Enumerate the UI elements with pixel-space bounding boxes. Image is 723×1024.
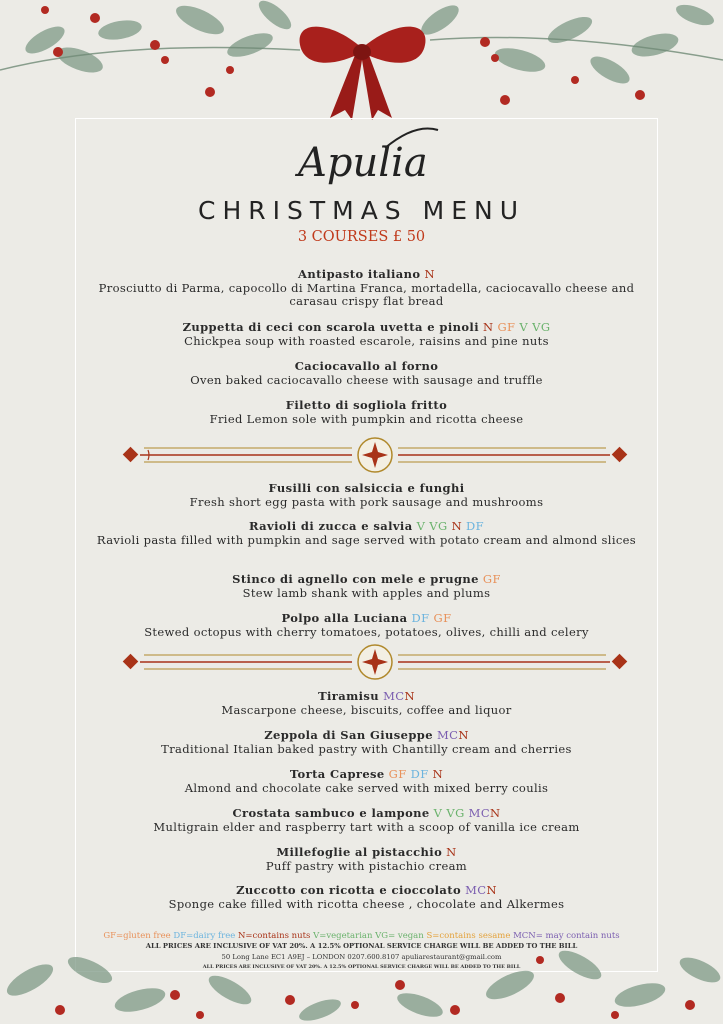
- dish-name: [95, 612, 638, 626]
- dietary-tag: V: [416, 519, 426, 533]
- dish-name-text: Millefoglie al pistacchio: [276, 845, 443, 859]
- dietary-tag: MC: [436, 728, 459, 742]
- dietary-tag: N: [432, 767, 444, 781]
- dietary-tag: VG: [532, 320, 551, 334]
- dish-name-text: Zuppetta di ceci con scarola uvetta e pinoli: [182, 320, 479, 334]
- dish-name-text: Fusilli con salsiccia e funghi: [268, 481, 465, 495]
- dish-description: Chickpea soup with roasted escarole, raisins and pine nuts: [184, 333, 549, 348]
- dish-name-text: Caciocavallo al forno: [294, 359, 439, 373]
- menu-subtitle: 3 COURSES £ 50: [297, 229, 426, 245]
- dish-description: Stewed octopus with cherry tomatoes, potatoes, olives, chilli and celery: [144, 624, 589, 639]
- dish-description: Oven baked caciocavallo cheese with sausage and truffle: [190, 372, 543, 387]
- dish-name: [95, 268, 638, 282]
- dish-description: Traditional Italian baked pastry with Chantilly cream and cherries: [161, 741, 572, 756]
- menu-title: CHRISTMAS MENU: [198, 196, 525, 225]
- legend-entry: GF=gluten free: [103, 931, 171, 941]
- dietary-tag: GF: [433, 611, 452, 625]
- dietary-tag: V: [433, 806, 443, 820]
- menu-item: [95, 612, 638, 639]
- dietary-tag: DF: [411, 611, 430, 625]
- dish-name-text: Stinco di agnello con mele e prugne: [232, 572, 479, 586]
- dish-description: Stew lamb shank with apples and plums: [242, 585, 491, 600]
- svg-text:Apulia: Apulia: [298, 140, 428, 186]
- menu-item: [95, 768, 638, 795]
- dish-description: Fresh short egg pasta with pork sausage and mushrooms: [189, 494, 544, 509]
- apulia-logo: [290, 118, 440, 196]
- menu-item: [95, 520, 638, 547]
- bottom-foliage-decoration: [0, 940, 723, 1024]
- dish-name: [95, 482, 638, 496]
- dietary-tag: N: [451, 519, 463, 533]
- dietary-tag: N: [482, 320, 494, 334]
- vat-notice: ALL PRICES ARE INCLUSIVE OF VAT 20%. A 12.5% OPTIONAL SERVICE CHARGE WILL BE ADDED TO THE BILL: [145, 942, 578, 950]
- section-divider: [120, 436, 630, 474]
- dietary-tag: GF: [497, 320, 516, 334]
- vat-notice-small: ALL PRICES ARE INCLUSIVE OF VAT 20%. A 12.5% OPTIONAL SERVICE CHARGE WILL BE ADDED TO THE BILL: [202, 964, 521, 970]
- menu-item: [95, 807, 638, 834]
- dietary-tag: N: [486, 883, 497, 897]
- dish-name: [95, 884, 638, 898]
- legend-entry: VG= vegan: [375, 931, 424, 941]
- dish-name-text: Filetto di sogliola fritto: [285, 398, 448, 412]
- dietary-tag: N: [490, 806, 501, 820]
- dietary-tag: MC: [383, 689, 405, 703]
- menu-item: [95, 360, 638, 387]
- legend-entry: S=contains sesame: [426, 931, 511, 941]
- dietary-tag: MC: [468, 806, 491, 820]
- dietary-tag: DF: [410, 767, 429, 781]
- dish-description: Prosciutto di Parma, capocollo di Martina Franca, mortadella, caciocavallo cheese and carasau crispy flat bread: [98, 280, 635, 308]
- dietary-tag: GF: [482, 572, 501, 586]
- dish-name-text: Crostata sambuco e lampone: [232, 806, 430, 820]
- legend-entry: V=vegetarian: [313, 931, 373, 941]
- dietary-tag: DF: [466, 519, 485, 533]
- dish-description: Fried Lemon sole with pumpkin and ricotta cheese: [209, 411, 524, 426]
- dish-name-text: Antipasto italiano: [298, 267, 421, 281]
- dish-name: [95, 846, 638, 860]
- dish-name-text: Zeppola di San Giuseppe: [264, 728, 433, 742]
- dish-name-text: Zuccotto con ricotta e cioccolato: [236, 883, 462, 897]
- dietary-tag: N: [446, 845, 457, 859]
- dish-description: Multigrain elder and raspberry tart with a scoop of vanilla ice cream: [153, 819, 580, 834]
- dietary-tag: MC: [465, 883, 487, 897]
- dish-description: Almond and chocolate cake served with mixed berry coulis: [184, 780, 549, 795]
- address-line: 50 Long Lane EC1 A9EJ – LONDON 0207.600.8107 apuliarestaurant@gmail.com: [221, 953, 502, 961]
- dish-name: [95, 690, 638, 704]
- dish-description: Mascarpone cheese, biscuits, coffee and liquor: [221, 702, 512, 717]
- dish-name-text: Tiramisu: [318, 689, 380, 703]
- dish-description: Puff pastry with pistachio cream: [265, 858, 468, 873]
- dish-description: Ravioli pasta filled with pumpkin and sage served with potato cream and almond slices: [96, 532, 637, 547]
- dietary-tag: VG: [429, 519, 448, 533]
- menu-item: [95, 729, 638, 756]
- dish-name: [95, 573, 638, 587]
- section-divider: [120, 643, 630, 681]
- dish-name-text: Ravioli di zucca e salvia: [248, 519, 413, 533]
- dish-name: [95, 729, 638, 743]
- dish-name: [95, 360, 638, 374]
- dietary-tag: V: [519, 320, 529, 334]
- dietary-tag: GF: [388, 767, 407, 781]
- legend-entry: N=contains nuts: [237, 931, 311, 941]
- dietary-tag: N: [458, 728, 469, 742]
- dish-name-text: Polpo alla Luciana: [281, 611, 408, 625]
- dish-name: [95, 321, 638, 335]
- dish-description: Sponge cake filled with ricotta cheese , chocolate and Alkermes: [168, 896, 565, 911]
- dish-name-text: Torta Caprese: [289, 767, 385, 781]
- dietary-tag: N: [404, 689, 415, 703]
- menu-item: [95, 573, 638, 600]
- dish-name: [95, 520, 638, 534]
- dish-name: [95, 807, 638, 821]
- legend-entry: DF=dairy free: [173, 931, 236, 941]
- dish-name: [95, 399, 638, 413]
- menu-item: [95, 482, 638, 509]
- dietary-tag: N: [424, 267, 435, 281]
- menu-item: [95, 884, 638, 911]
- menu-item: [95, 399, 638, 426]
- top-foliage-decoration: [0, 0, 723, 130]
- dish-name: [95, 768, 638, 782]
- menu-item: [95, 321, 638, 348]
- menu-item: [95, 268, 638, 309]
- red-bow-icon: [300, 27, 426, 120]
- legend-entry: MCN= may contain nuts: [513, 931, 620, 941]
- menu-item: [95, 690, 638, 717]
- dietary-tag: VG: [446, 806, 465, 820]
- menu-item: [95, 846, 638, 873]
